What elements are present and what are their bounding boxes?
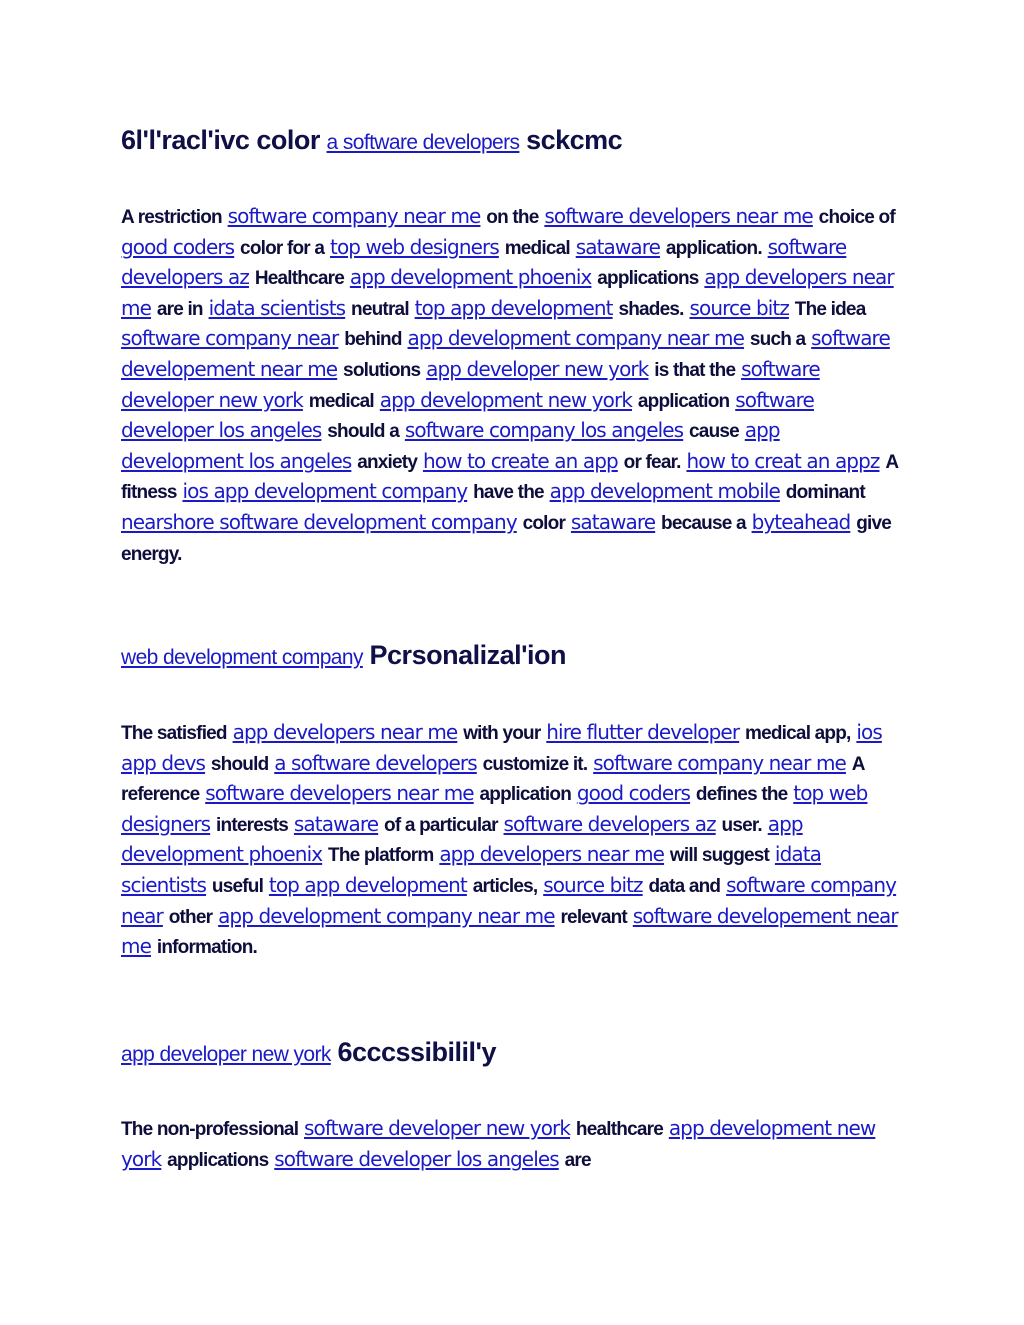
section-heading-color-scheme [121, 123, 622, 158]
body-text: medical app, [745, 723, 851, 744]
section-paragraph-color-scheme [121, 202, 901, 569]
inline-link[interactable]: software developer los angeles [121, 387, 814, 443]
body-text: color [522, 512, 566, 534]
inline-link[interactable]: app development phoenix [121, 811, 803, 867]
inline-link[interactable]: source bitz [689, 295, 789, 320]
body-text: have the [473, 482, 544, 504]
heading-text: 6cccssibilil'y [337, 1037, 496, 1067]
body-text: healthcare [575, 1119, 663, 1140]
section-paragraph-accessibility [121, 1114, 901, 1175]
body-text: customize it. [482, 753, 588, 775]
inline-link[interactable]: app developer new york [426, 356, 649, 381]
body-text: application. [665, 237, 762, 259]
inline-link[interactable]: software developement near me [121, 326, 890, 381]
body-text: choice of [818, 207, 895, 228]
inline-link[interactable]: good coders [121, 234, 235, 259]
inline-link[interactable]: app development new york [379, 387, 633, 412]
body-text: is that the [654, 359, 736, 381]
body-text: A restriction [121, 207, 222, 228]
body-text: user. [721, 814, 762, 836]
body-text: anxiety [357, 451, 418, 473]
body-text: useful [211, 875, 264, 897]
section-heading-personalization [121, 638, 566, 673]
body-text: such a [749, 329, 806, 351]
inline-link[interactable]: sataware [575, 234, 660, 259]
body-text: application [637, 390, 730, 412]
body-text: Healthcare [254, 268, 345, 290]
body-text: information. [156, 937, 258, 959]
body-text: The satisfied [121, 723, 227, 744]
body-text: application [479, 784, 572, 806]
inline-link[interactable]: top web designers [330, 234, 499, 259]
body-text: shades. [618, 298, 684, 320]
inline-link[interactable]: how to create an app [422, 448, 618, 473]
body-text: with your [463, 723, 541, 744]
inline-link[interactable]: app developers near me [439, 842, 665, 867]
inline-link[interactable]: how to creat an appz [686, 448, 880, 473]
body-text: give energy. [121, 512, 892, 565]
body-text: or fear. [623, 451, 681, 473]
body-text: medical [504, 237, 570, 259]
body-text: A fitness [121, 451, 898, 504]
body-text: color for a [240, 237, 325, 259]
body-text: other [168, 906, 213, 928]
inline-link[interactable]: app developer new york [121, 1043, 331, 1066]
body-text: should [210, 753, 269, 775]
inline-link[interactable]: software company near [121, 326, 339, 351]
heading-text: 6l'l'racl'ivc color [121, 125, 320, 155]
body-text: are in [156, 298, 203, 320]
inline-link[interactable]: app developers near me [121, 265, 894, 320]
inline-link[interactable]: software developers az [503, 811, 716, 836]
body-text: will suggest [669, 845, 770, 867]
inline-link[interactable]: source bitz [543, 872, 643, 897]
inline-link[interactable]: idata scientists [208, 295, 346, 320]
inline-link[interactable]: ios app devs [121, 720, 882, 775]
section-heading-accessibility [121, 1035, 496, 1070]
inline-link[interactable]: nearshore software development company [121, 509, 517, 534]
inline-link[interactable]: app developers near me [232, 720, 458, 744]
inline-link[interactable]: software developement near me [121, 903, 898, 959]
inline-link[interactable]: software company near me [227, 204, 481, 228]
body-text: The platform [328, 845, 434, 867]
inline-link[interactable]: app development company near me [218, 903, 555, 928]
inline-link[interactable]: software developer new york [121, 356, 820, 412]
heading-text: Pcrsonalizal'ion [369, 640, 567, 670]
inline-link[interactable]: software developer los angeles [274, 1146, 559, 1171]
inline-link[interactable]: good coders [576, 781, 691, 806]
inline-link[interactable]: byteahead [751, 509, 851, 534]
inline-link[interactable]: ios app development company [182, 479, 468, 504]
inline-link[interactable]: sataware [570, 509, 656, 534]
section-paragraph-personalization [121, 718, 901, 963]
inline-link[interactable]: app development new york [121, 1116, 876, 1171]
body-text: solutions [343, 359, 421, 381]
body-text: cause [689, 421, 739, 443]
body-text: are [564, 1149, 591, 1171]
inline-link[interactable]: top web designers [121, 781, 868, 836]
inline-link[interactable]: software company near [121, 872, 897, 928]
body-text: medical [308, 390, 374, 412]
body-text: dominant [785, 482, 865, 504]
inline-link[interactable]: web development company [121, 646, 363, 669]
heading-text: sckcmc [526, 125, 623, 155]
inline-link[interactable]: top app development [268, 872, 467, 897]
inline-link[interactable]: app development company near me [407, 326, 745, 351]
inline-link[interactable]: software developers near me [205, 781, 474, 806]
body-text: relevant [560, 906, 627, 928]
inline-link[interactable]: software developers near me [544, 204, 813, 228]
inline-link[interactable]: software company near me [593, 750, 846, 775]
inline-link[interactable]: sataware [293, 811, 379, 836]
body-text: The idea [794, 298, 866, 320]
inline-link[interactable]: software developer new york [304, 1116, 571, 1140]
inline-link[interactable]: app development phoenix [349, 265, 592, 290]
body-text: applications [597, 268, 699, 290]
body-text: behind [344, 329, 402, 351]
inline-link[interactable]: software developers az [121, 234, 847, 290]
body-text: neutral [351, 298, 409, 320]
inline-link[interactable]: software company los angeles [404, 418, 684, 443]
body-text: defines the [695, 784, 788, 806]
inline-link[interactable]: idata scientists [121, 842, 822, 897]
body-text: applications [167, 1149, 269, 1171]
body-text: should a [327, 421, 399, 443]
body-text: because a [661, 512, 746, 534]
inline-link[interactable]: a software developers [326, 131, 520, 154]
inline-link[interactable]: hire flutter developer [546, 720, 740, 744]
inline-link[interactable]: app development mobile [549, 479, 780, 504]
body-text: data and [648, 875, 721, 897]
body-text: of a particular [384, 814, 498, 836]
inline-link[interactable]: a software developers [274, 750, 477, 775]
inline-link[interactable]: top app development [414, 295, 613, 320]
inline-link[interactable]: app development los angeles [121, 418, 780, 473]
body-text: on the [486, 207, 539, 228]
body-text: A reference [121, 753, 865, 806]
body-text: articles, [472, 875, 538, 897]
body-text: interests [216, 814, 289, 836]
body-text: The non-professional [121, 1119, 299, 1140]
